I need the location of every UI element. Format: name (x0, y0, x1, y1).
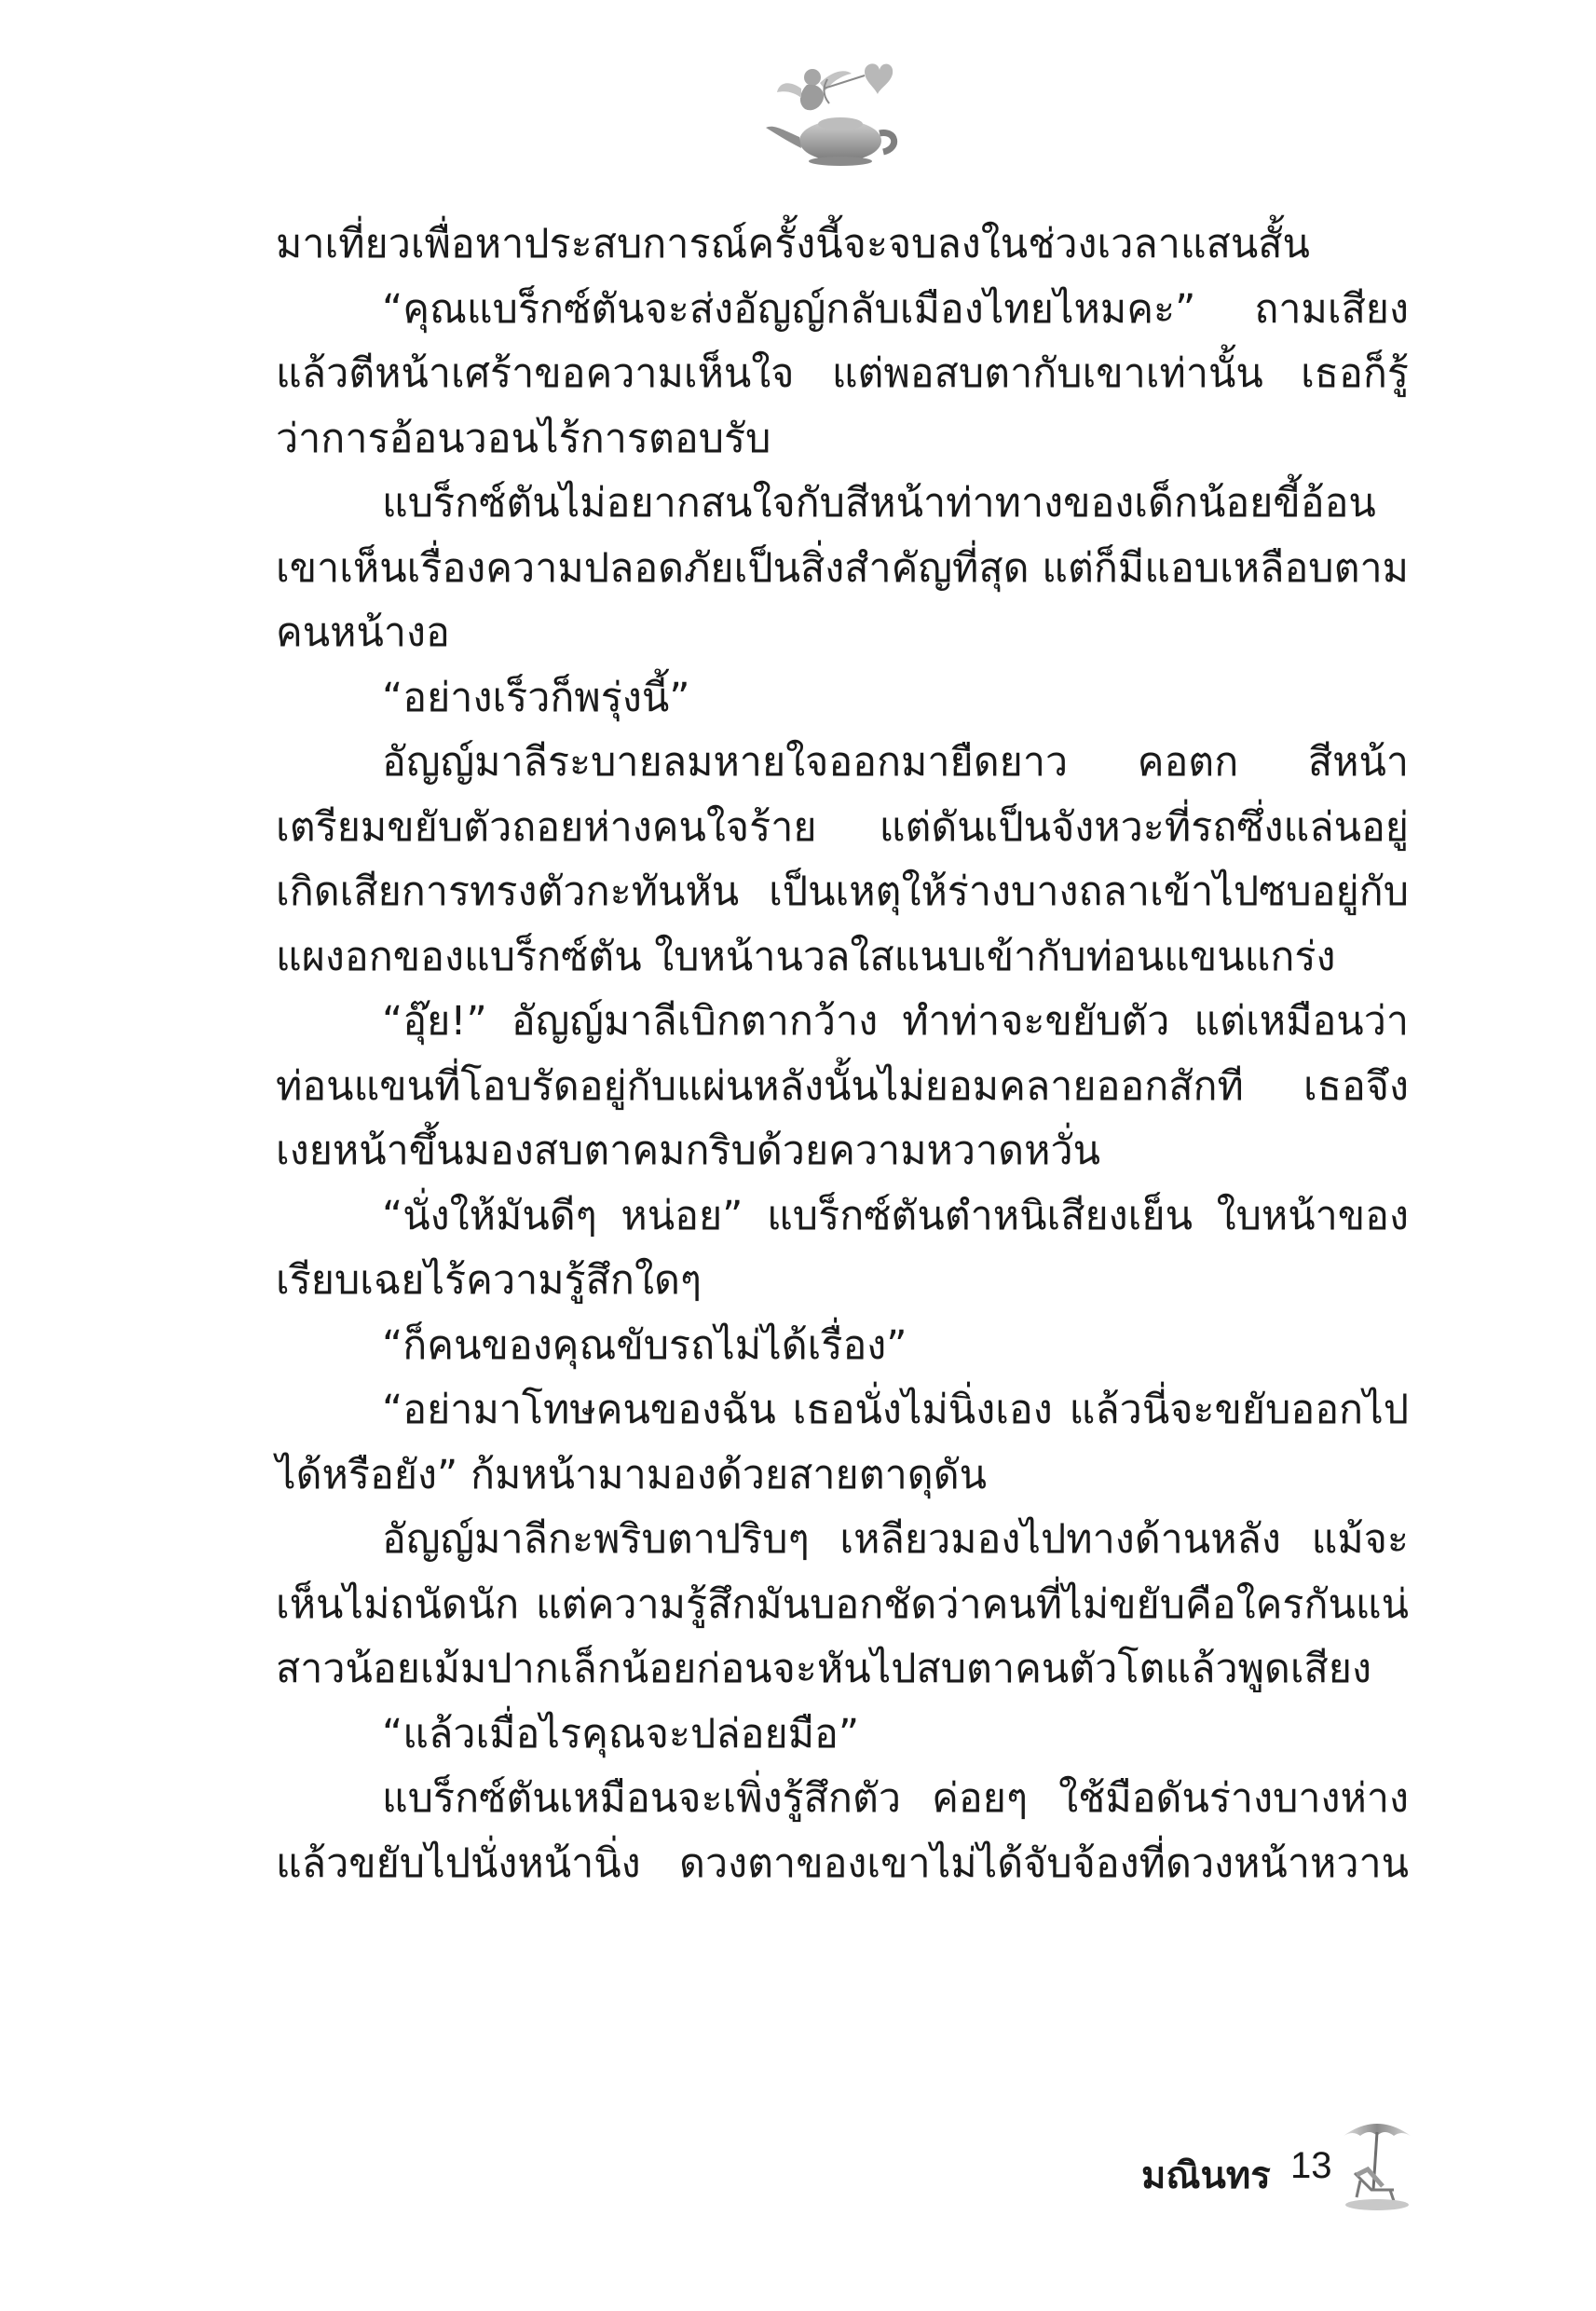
text-line: แล้วตีหน้าเศร้าขอความเห็นใจ แต่พอสบตากับเขาเท่านั้น เธอก็รู้ (276, 350, 1409, 397)
beach-umbrella-chair-icon (1340, 2115, 1414, 2213)
text-line: “นั่งให้มันดีๆ หน่อย” แบร็กซ์ตันตำหนิเสียงเย็น ใบหน้าของ (382, 1192, 1409, 1239)
cupid-teapot-icon (755, 51, 913, 172)
page-footer (1099, 2115, 1416, 2218)
author-name: มณินทร (1141, 2154, 1271, 2197)
text-line: เขาเห็นเรื่องความปลอดภัยเป็นสิ่งสำคัญที่สุด แต่ก็มีแอบเหลือบตาม (276, 544, 1409, 592)
text-line: “ก็คนของคุณขับรถไม่ได้เรื่อง” (382, 1321, 907, 1369)
text-line: ว่าการอ้อนวอนไร้การตอบรับ (276, 415, 771, 462)
text-line: อัญญ์มาลีกะพริบตาปริบๆ เหลียวมองไปทางด้านหลัง แม้จะ (382, 1516, 1409, 1563)
text-line: แบร็กซ์ตันไม่อยากสนใจกับสีหน้าท่าทางของเด็กน้อยขี้อ้อน (382, 480, 1376, 526)
text-line: “อย่ามาโทษคนของฉัน เธอนั่งไม่นิ่งเอง แล้วนี่จะขยับออกไป (382, 1387, 1409, 1433)
text-line: “แล้วเมื่อไรคุณจะปล่อยมือ” (382, 1710, 860, 1757)
text-line: เห็นไม่ถนัดนัก แต่ความรู้สึกมันบอกชัดว่าคนที่ไม่ขยับคือใครกันแน่ (276, 1580, 1409, 1628)
text-line: “คุณแบร็กซ์ตันจะส่งอัญญ์กลับเมืองไทยไหมคะ” ถามเสียง (382, 285, 1409, 333)
body-text (276, 212, 1409, 1896)
text-line: เงยหน้าขึ้นมองสบตาคมกริบด้วยความหวาดหวั่น (276, 1128, 1100, 1174)
text-line: “อุ๊ย!” อัญญ์มาลีเบิกตากว้าง ทำท่าจะขยับตัว แต่เหมือนว่า (382, 998, 1409, 1045)
text-line: คนหน้างอ (276, 609, 450, 656)
text-line: เกิดเสียการทรงตัวกะทันหัน เป็นเหตุให้ร่างบางถลาเข้าไปซบอยู่กับ (276, 868, 1409, 915)
text-line: แผงอกของแบร็กซ์ตัน ใบหน้านวลใสแนบเข้ากับท่อนแขนแกร่ง (276, 933, 1336, 980)
text-line: “อย่างเร็วก็พรุ่งนี้” (382, 674, 690, 721)
page-number: 13 (1290, 2145, 1332, 2186)
text-line: เรียบเฉยไร้ความรู้สึกใดๆ (276, 1257, 702, 1304)
text-line: เตรียมขยับตัวถอยห่างคนใจร้าย แต่ดันเป็นจังหวะที่รถซึ่งแล่นอยู่ (276, 803, 1409, 851)
text-line: สาวน้อยเม้มปากเล็กน้อยก่อนจะหันไปสบตาคนตัวโตแล้วพูดเสียง (276, 1646, 1371, 1692)
text-line: ได้หรือยัง” ก้มหน้ามามองด้วยสายตาดุดัน (276, 1451, 988, 1498)
text-line: แล้วขยับไปนั่งหน้านิ่ง ดวงตาของเขาไม่ได้จับจ้องที่ดวงหน้าหวาน (276, 1839, 1409, 1887)
text-line: ท่อนแขนที่โอบรัดอยู่กับแผ่นหลังนั้นไม่ยอมคลายออกสักที เธอจึง (276, 1062, 1409, 1110)
text-line: แบร็กซ์ตันเหมือนจะเพิ่งรู้สึกตัว ค่อยๆ ใช้มือดันร่างบางห่าง (382, 1775, 1409, 1822)
text-line: มาเที่ยวเพื่อหาประสบการณ์ครั้งนี้จะจบลงในช่วงเวลาแสนสั้น (276, 221, 1310, 267)
text-line: อัญญ์มาลีระบายลมหายใจออกมายืดยาว คอตก สีหน้า (382, 739, 1409, 786)
